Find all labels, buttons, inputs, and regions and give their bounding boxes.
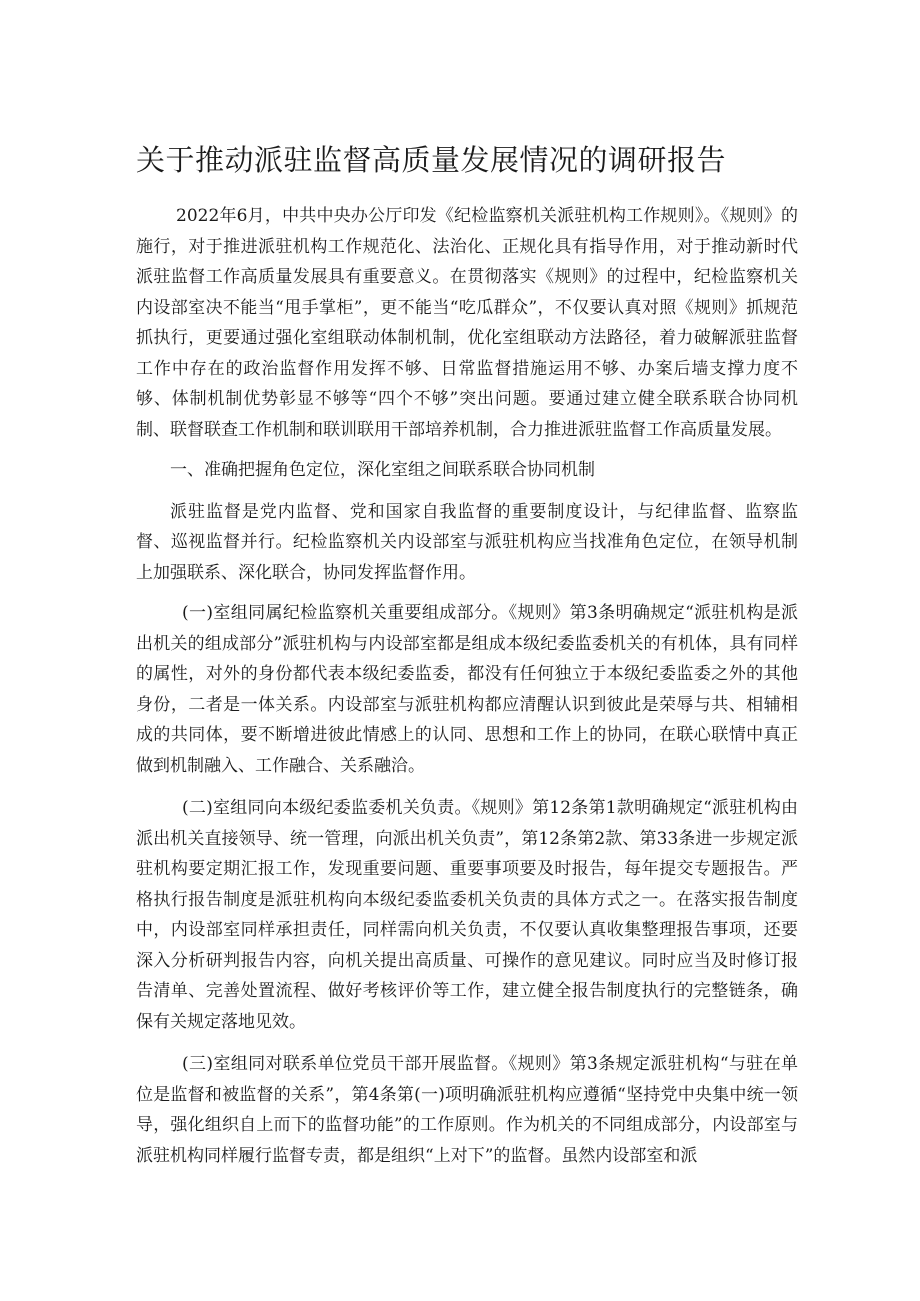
paragraph-intro: 2022年6月，中共中央办公厅印发《纪检监察机关派驻机构工作规则》。《规则》的施行，对于推进派驻机构工作规范化、法治化、正规化具有指导作用，对于推动新时代派驻监督工作高质量发展具有重要意义。在贯彻落实《规则》的过程中，纪检监察机关内设部室决不能当“甩手掌柜”，更不能当“吃瓜群众”，不仅要认真对照《规则》抓规范抓执行，更要通过强化室组联动体制机制，优化室组联动方法路径，着力破解派驻监督工作中存在的政治监督作用发挥不够、日常监督措施运用不够、办案后墙支撑力度不够、体制机制优势彰显不够等“四个不够”突出问题。要通过建立健全联系联合协同机制、联督联查工作机制和联训联用干部培养机制，合力推进派驻监督工作高质量发展。 (136, 206, 798, 440)
document-body (136, 201, 798, 1183)
paragraph-section-1-intro: 派驻监督是党内监督、党和国家自我监督的重要制度设计，与纪律监督、监察监督、巡视监督并行。纪检监察机关内设部室与派驻机构应当找准角色定位，在领导机制上加强联系、深化联合，协同发挥监督作用。 (136, 501, 798, 583)
document-title: 关于推动派驻监督高质量发展情况的调研报告 (136, 143, 727, 177)
subsection-paragraph-3: (三)室组同对联系单位党员干部开展监督。《规则》第3条规定派驻机构“与驻在单位是监督和被监督的关系”，第4条第(一)项明确派驻机构应遵循“坚持党中央集中统一领导，强化组织自上而下的监督功能”的工作原则。作为机关的不同组成部分，内设部室与派驻机构同样履行监督专责，都是组织“上对下”的监督。虽然内设部室和派 (136, 1054, 798, 1166)
subsection-paragraph-1: (一)室组同属纪检监察机关重要组成部分。《规则》第3条明确规定“派驻机构是派出机关的组成部分”派驻机构与内设部室都是组成本级纪委监委机关的有机体，具有同样的属性，对外的身份都代表本级纪委监委，都没有任何独立于本级纪委监委之外的其他身份，二者是一体关系。内设部室与派驻机构都应清醒认识到彼此是荣辱与共、相辅相成的共同体，要不断增进彼此情感上的认同、思想和工作上的协同，在联心联情中真正做到机制融入、工作融合、关系融洽。 (136, 603, 798, 776)
subsection-paragraph-2: (二)室组同向本级纪委监委机关负责。《规则》第12条第1款明确规定“派驻机构由派出机关直接领导、统一管理，向派出机关负责”，第12条第2款、第33条进一步规定派驻机构要定期汇报工作，发现重要问题、重要事项要及时报告，每年提交专题报告。严格执行报告制度是派驻机构向本级纪委监委机关负责的具体方式之一。在落实报告制度中，内设部室同样承担责任，同样需向机关负责，不仅要认真收集整理报告事项，还要深入分析研判报告内容，向机关提出高质量、可操作的意见建议。同时应当及时修订报告清单、完善处置流程、做好考核评价等工作，建立健全报告制度执行的完整链条，确保有关规定落地见效。 (136, 798, 798, 1032)
section-heading-1: 一、准确把握角色定位，深化室组之间联系联合协同机制 (170, 460, 595, 480)
